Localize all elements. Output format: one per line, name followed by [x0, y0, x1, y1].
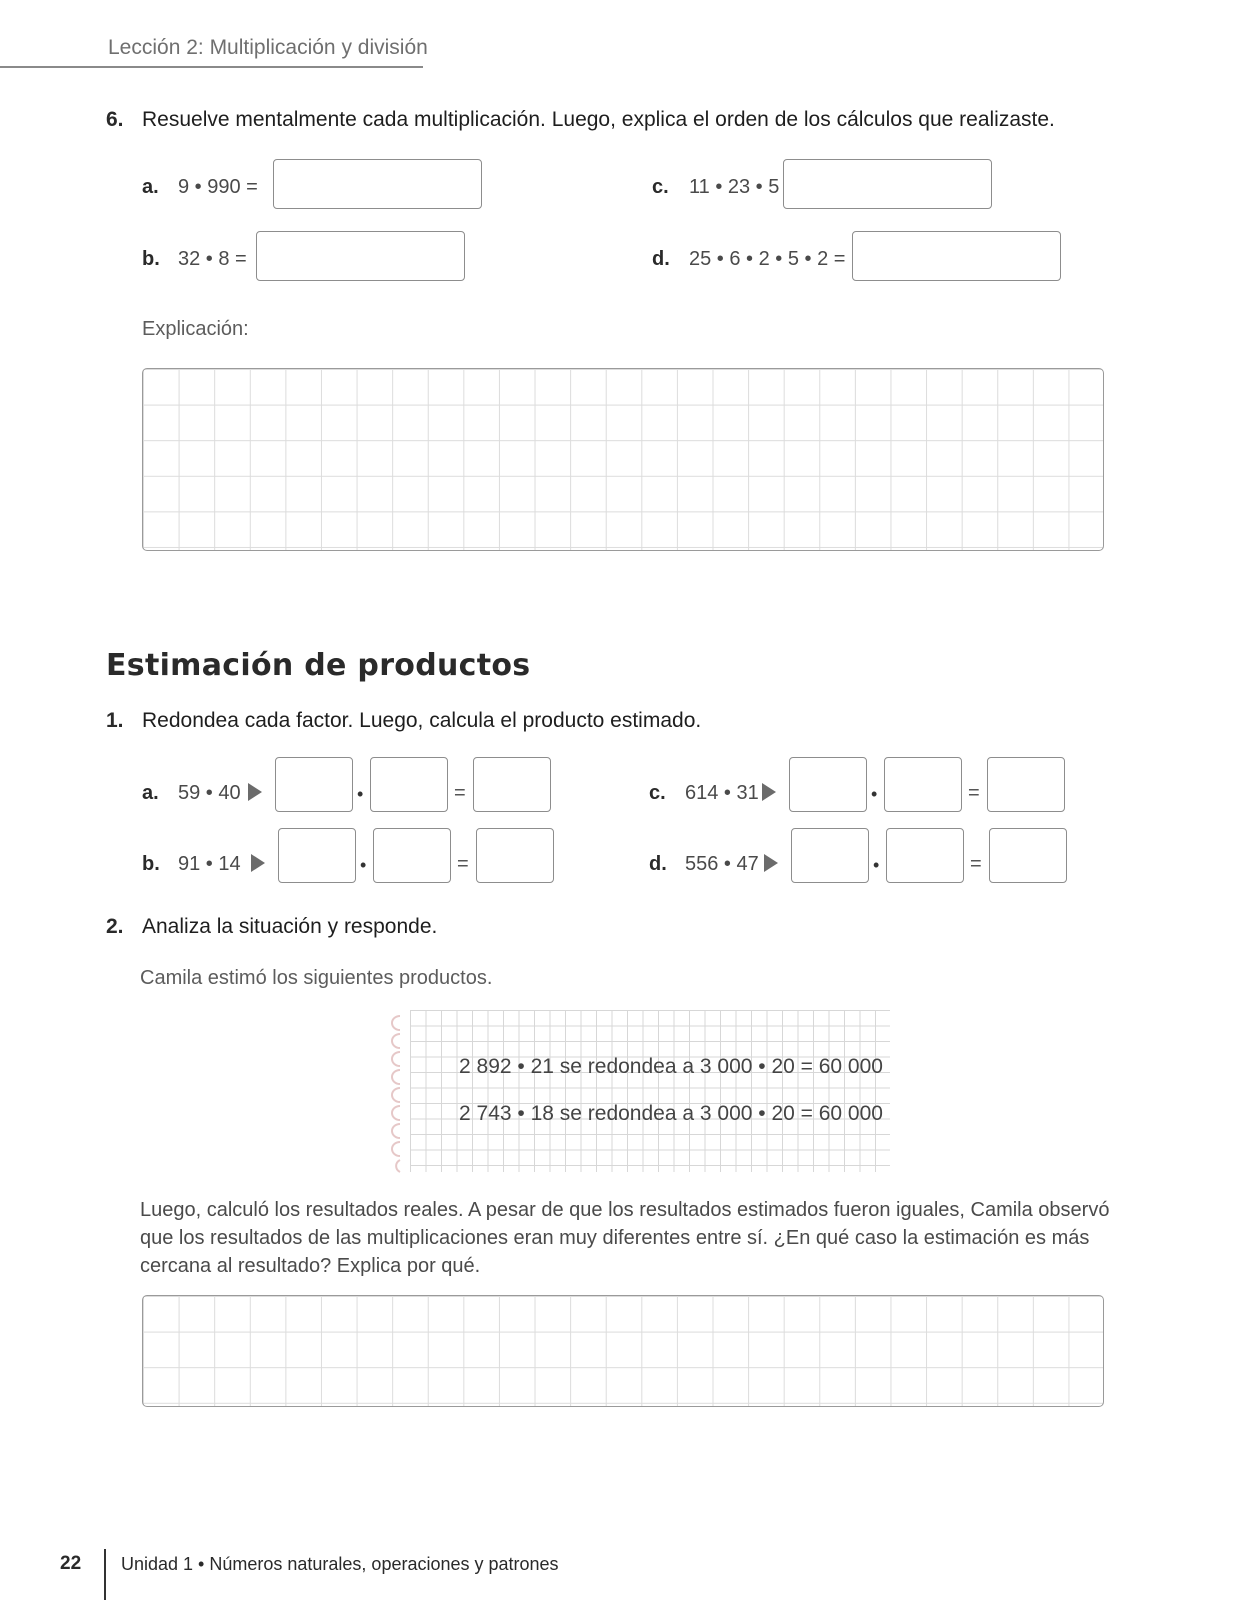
q1-a-product-box[interactable]: [473, 757, 551, 812]
multiply-dot: •: [357, 784, 364, 804]
q6-item-d-expr: 25 • 6 • 2 • 5 • 2 =: [689, 248, 846, 270]
lesson-header: Lección 2: Multiplicación y división: [108, 36, 428, 59]
q1-a-factor2-box[interactable]: [370, 757, 448, 812]
q6-item-c-label: c.: [652, 176, 669, 198]
question-2-intro: Camila estimó los siguientes productos.: [140, 967, 493, 989]
header-underline: [0, 66, 423, 68]
q1-item-c-expr: 614 • 31: [685, 782, 759, 804]
q1-a-factor1-box[interactable]: [275, 757, 353, 812]
q1-b-factor2-box[interactable]: [373, 828, 451, 883]
multiply-dot: •: [871, 784, 878, 804]
page-number: 22: [60, 1553, 82, 1574]
notebook-line-2: 2 743 • 18 se redondea a 3 000 • 20 = 60 000: [459, 1102, 883, 1125]
q6-item-b-expr: 32 • 8 =: [178, 248, 247, 270]
question-1-text: Redondea cada factor. Luego, calcula el producto estimado.: [142, 709, 702, 732]
q6-item-d-label: d.: [652, 248, 670, 270]
q1-d-factor2-box[interactable]: [886, 828, 964, 883]
question-1-number: 1.: [106, 709, 124, 732]
paragraph-line: Luego, calculó los resultados reales. A pesar de que los resultados estimados fueron iguales, Camila observó: [140, 1199, 1110, 1221]
section-title: Estimación de productos: [106, 648, 531, 683]
question-6-number: 6.: [106, 108, 124, 131]
multiply-dot: •: [873, 855, 880, 875]
notebook-spiral-icon: [382, 1012, 404, 1174]
q1-d-factor1-box[interactable]: [791, 828, 869, 883]
q1-b-product-box[interactable]: [476, 828, 554, 883]
q6-item-c-answer-box[interactable]: [783, 159, 992, 209]
q1-item-d-expr: 556 • 47: [685, 853, 759, 875]
q1-item-d-label: d.: [649, 853, 667, 875]
q1-c-product-box[interactable]: [987, 757, 1065, 812]
question-6-text: Resuelve mentalmente cada multiplicación. Luego, explica el orden de los cálculos que realizaste.: [142, 108, 1055, 131]
q1-item-b-expr: 91 • 14: [178, 853, 241, 875]
q6-item-c-expr: 11 • 23 • 5: [689, 176, 780, 198]
equals-sign: =: [457, 853, 469, 875]
equals-sign: =: [968, 782, 980, 804]
question-2-number: 2.: [106, 915, 124, 938]
q1-item-c-label: c.: [649, 782, 666, 804]
arrow-right-icon: [248, 783, 262, 801]
paragraph-line: que los resultados de las multiplicaciones eran muy diferentes entre sí. ¿En qué caso la estimación es más: [140, 1227, 1090, 1249]
arrow-right-icon: [762, 783, 776, 801]
arrow-right-icon: [764, 854, 778, 872]
q6-item-a-answer-box[interactable]: [273, 159, 482, 209]
q6-item-b-label: b.: [142, 248, 160, 270]
q1-item-b-label: b.: [142, 853, 160, 875]
q1-d-product-box[interactable]: [989, 828, 1067, 883]
paragraph-line: cercana al resultado? Explica por qué.: [140, 1255, 481, 1277]
question-2-paragraph: [140, 1196, 1120, 1280]
equals-sign: =: [454, 782, 466, 804]
explanation-label: Explicación:: [142, 318, 249, 340]
footer-divider: [104, 1549, 106, 1600]
q6-item-d-answer-box[interactable]: [852, 231, 1061, 281]
q6-item-a-expr: 9 • 990 =: [178, 176, 258, 198]
answer-grid-area[interactable]: [142, 1295, 1104, 1407]
arrow-right-icon: [251, 854, 265, 872]
notebook-line-1: 2 892 • 21 se redondea a 3 000 • 20 = 60 000: [459, 1055, 883, 1078]
q6-item-a-label: a.: [142, 176, 159, 198]
q1-c-factor1-box[interactable]: [789, 757, 867, 812]
question-2-text: Analiza la situación y responde.: [142, 915, 438, 938]
q1-c-factor2-box[interactable]: [884, 757, 962, 812]
explanation-grid-area[interactable]: [142, 368, 1104, 551]
multiply-dot: •: [360, 855, 367, 875]
footer-unit-title: Unidad 1 • Números naturales, operaciones y patrones: [121, 1554, 559, 1574]
q6-item-b-answer-box[interactable]: [256, 231, 465, 281]
q1-item-a-expr: 59 • 40: [178, 782, 241, 804]
equals-sign: =: [970, 853, 982, 875]
q1-item-a-label: a.: [142, 782, 159, 804]
q1-b-factor1-box[interactable]: [278, 828, 356, 883]
notebook-grid-image: [410, 1010, 890, 1172]
